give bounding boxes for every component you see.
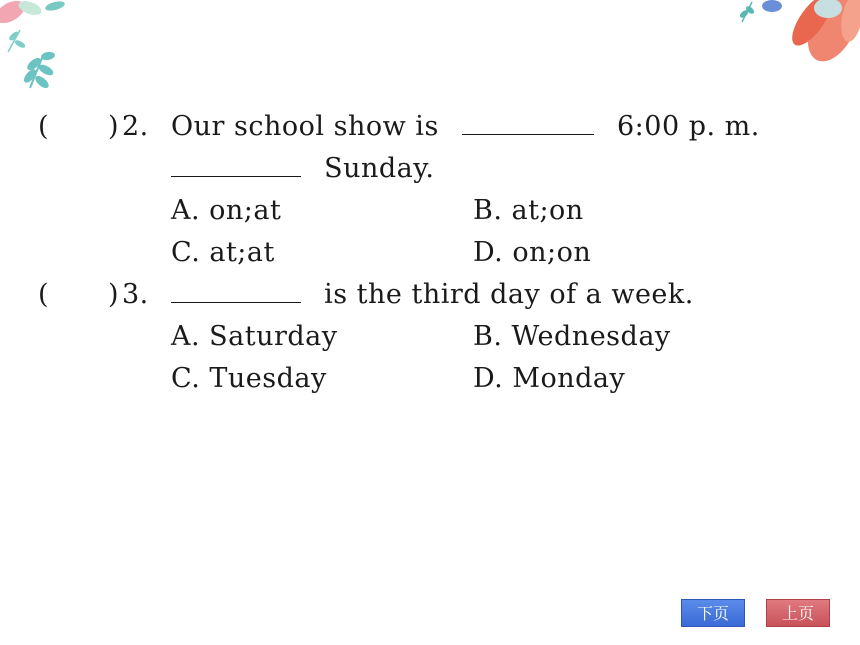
stem-text: 6:00 p. m. <box>616 111 760 142</box>
stem-text: Our school show is <box>171 111 439 142</box>
leaf-decoration-left-icon <box>0 0 90 95</box>
option-d: D. Monday <box>473 363 626 394</box>
question-stem-line-1 <box>171 111 760 143</box>
answer-blank[interactable] <box>171 301 301 303</box>
option-b: B. Wednesday <box>473 321 671 352</box>
leaf-decoration-right-icon <box>730 0 860 75</box>
option-b: B. at;on <box>473 195 584 226</box>
option-c: C. at;at <box>171 237 275 268</box>
stem-text: Sunday. <box>324 153 435 184</box>
question-stem-line-2 <box>171 153 435 185</box>
question-number: 2. <box>122 111 149 142</box>
question-stem-line-1 <box>171 279 694 311</box>
option-c: C. Tuesday <box>171 363 327 394</box>
stem-text: is the third day of a week. <box>324 279 694 310</box>
question-number: 3. <box>122 279 149 310</box>
answer-paren-open: ( <box>38 279 49 310</box>
option-a: A. Saturday <box>171 321 338 352</box>
answer-blank[interactable] <box>171 175 301 177</box>
answer-paren-close: ) <box>108 111 119 142</box>
answer-paren-open: ( <box>38 111 49 142</box>
option-a: A. on;at <box>171 195 282 226</box>
answer-blank[interactable] <box>462 133 594 135</box>
option-d: D. on;on <box>473 237 592 268</box>
next-page-button[interactable]: 下页 <box>681 599 745 627</box>
answer-paren-close: ) <box>108 279 119 310</box>
previous-page-button[interactable]: 上页 <box>766 599 830 627</box>
